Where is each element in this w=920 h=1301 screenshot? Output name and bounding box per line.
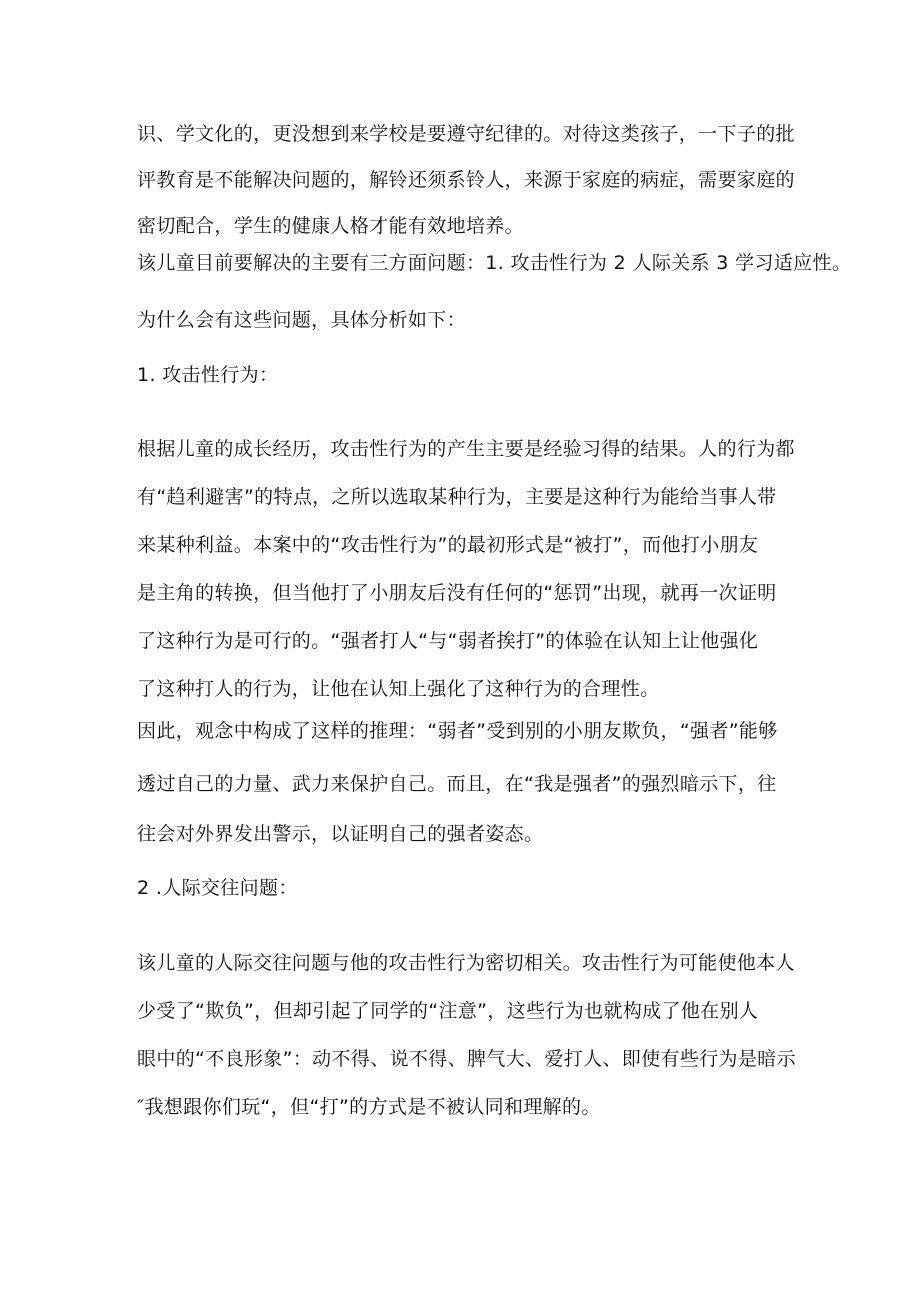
intro-line-2: 评教育是不能解决问题的，解铃还须系铃人，来源于家庭的病症，需要家庭的 xyxy=(137,169,795,191)
section1-paragraph1-line-1: 根据儿童的成长经历，攻击性行为的产生主要是经验习得的结果。人的行为都 xyxy=(137,438,795,460)
section1-paragraph1-line-6: 了这种打人的行为，让他在认知上强化了这种行为的合理性。 xyxy=(137,678,660,700)
section2-paragraph-line-4: ″我想跟你们玩“，但“打”的方式是不被认同和理解的。 xyxy=(137,1096,601,1118)
section1-paragraph2-line-2: 透过自己的力量、武力来保护自己。而且，在“我是强者”的强烈暗示下，往 xyxy=(137,773,777,795)
section2-paragraph-line-2: 少受了“欺负”，但却引起了同学的“注意”，这些行为也就构成了他在别人 xyxy=(137,1000,759,1022)
intro-line-1: 识、学文化的，更没想到来学校是要遵守纪律的。对待这类孩子，一下子的批 xyxy=(137,123,795,145)
analysis-intro: 为什么会有这些问题，具体分析如下： xyxy=(137,309,466,331)
section1-paragraph2-line-1: 因此，观念中构成了这样的推理：“弱者”受到别的小朋友欺负，“强者”能够 xyxy=(137,720,778,742)
section1-paragraph1-line-5: 了这种行为是可行的。“强者打人“与“弱者挨打”的体验在认知上让他强化 xyxy=(137,630,759,652)
section2-paragraph-line-1: 该儿童的人际交往问题与他的攻击性行为密切相关。攻击性行为可能使他本人 xyxy=(137,952,795,974)
section1-paragraph1-line-2: 有“趋利避害”的特点，之所以选取某种行为，主要是这种行为能给当事人带 xyxy=(137,486,777,508)
section1-paragraph1-line-4: 是主角的转换，但当他打了小朋友后没有任何的“惩罚”出现，就再一次证明 xyxy=(137,582,777,604)
main-problems-line: 该儿童目前要解决的主要有三方面问题：1. 攻击性行为 2 人际关系 3 学习适应性。 xyxy=(137,252,852,274)
intro-line-3: 密切配合，学生的健康人格才能有效地培养。 xyxy=(137,215,525,237)
section1-heading: 1. 攻击性行为： xyxy=(137,364,279,386)
section1-paragraph1-line-3: 来某种利益。本案中的“攻击性行为”的最初形式是“被打”，而他打小朋友 xyxy=(137,534,759,556)
section1-paragraph2-line-3: 往会对外界发出警示，以证明自己的强者姿态。 xyxy=(137,823,544,845)
section2-paragraph-line-3: 眼中的“不良形象”：动不得、说不得、脾气大、爱打人、即使有些行为是暗示 xyxy=(137,1048,796,1070)
section2-heading: 2 .人际交往问题： xyxy=(137,877,298,899)
